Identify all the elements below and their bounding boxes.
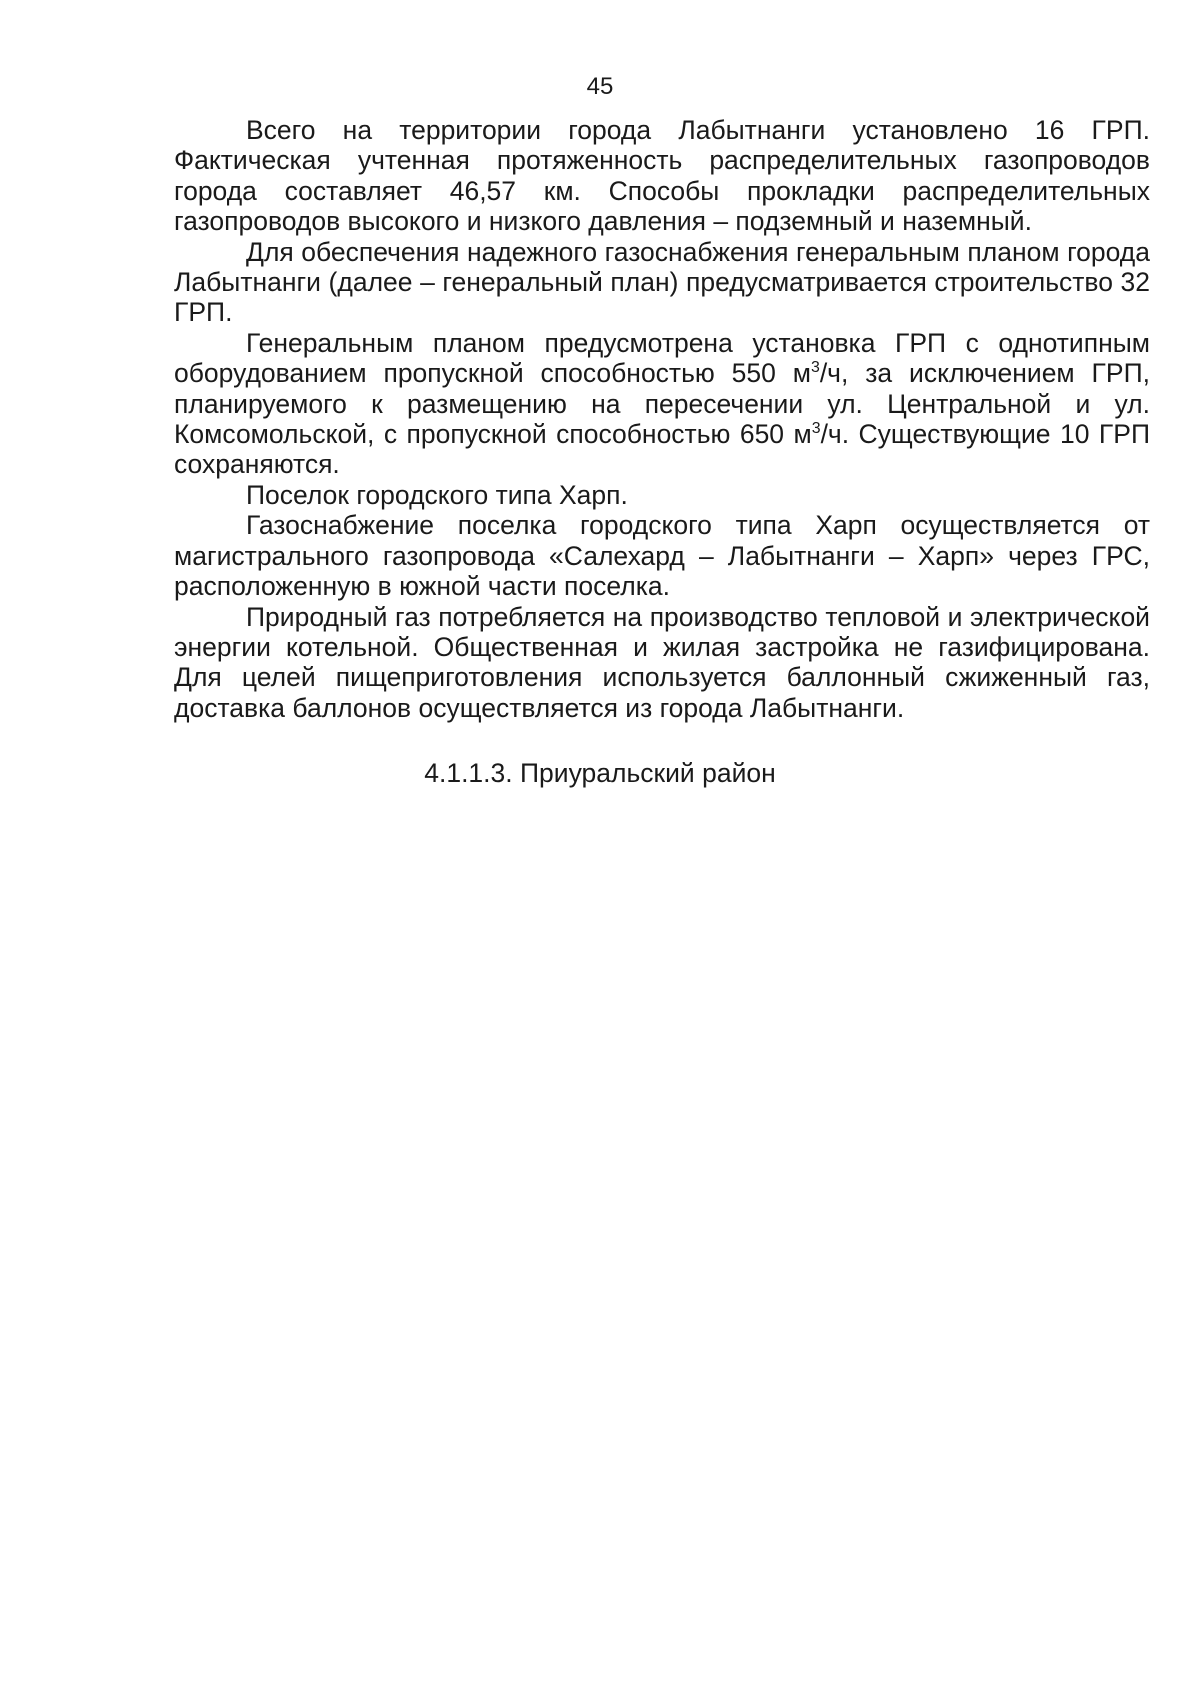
paragraph-natural-gas-use: Природный газ потребляется на производство тепловой и электрической энергии котельной. Общественная и жилая застройка не газифицирована. Для целей пищеприготовления используется баллонный сжиженный газ, доставка баллонов осуществляется из города Лабытнанги. [174,601,1150,723]
text-fragment: Генеральным планом предусмотрена установка ГРП с однотипным оборудованием пропускной способностью 550 м [174,327,1150,389]
paragraph-grp-count: Всего на территории города Лабытнанги установлено 16 ГРП. Фактическая учтенная протяженность распределительных газопроводов города составляет 46,57 км. Способы прокладки распределительных газопроводов высокого и низкого давления – подземный и наземный. [174,115,1150,237]
superscript: 3 [811,420,821,438]
paragraph-grp-equipment [174,328,1150,480]
text-fragment: /ч. Существующие 10 ГРП сохраняются. [174,419,1150,480]
text-fragment: /ч, за исключением ГРП, планируемого к размещению на пересечении ул. Центральной и ул. Комсомольской, с пропускной способностью 650 м [174,358,1150,450]
paragraph-harp-subheading: Поселок городского типа Харп. [246,479,628,510]
paragraph-harp-gas-supply: Газоснабжение поселка городского типа Харп осуществляется от магистрального газопровода «Салехард – Лабытнанги – Харп» через ГРС, расположенную в южной части поселка. [174,510,1150,602]
paragraph-gas-supply-plan: Для обеспечения надежного газоснабжения генеральным планом города Лабытнанги (далее – генеральный план) предусматривается строительство 32 ГРП. [174,236,1150,328]
page-number: 45 [586,73,614,100]
body-text [174,115,1150,723]
superscript: 3 [810,359,820,377]
section-heading: 4.1.1.3. Приуральский район [424,758,776,788]
